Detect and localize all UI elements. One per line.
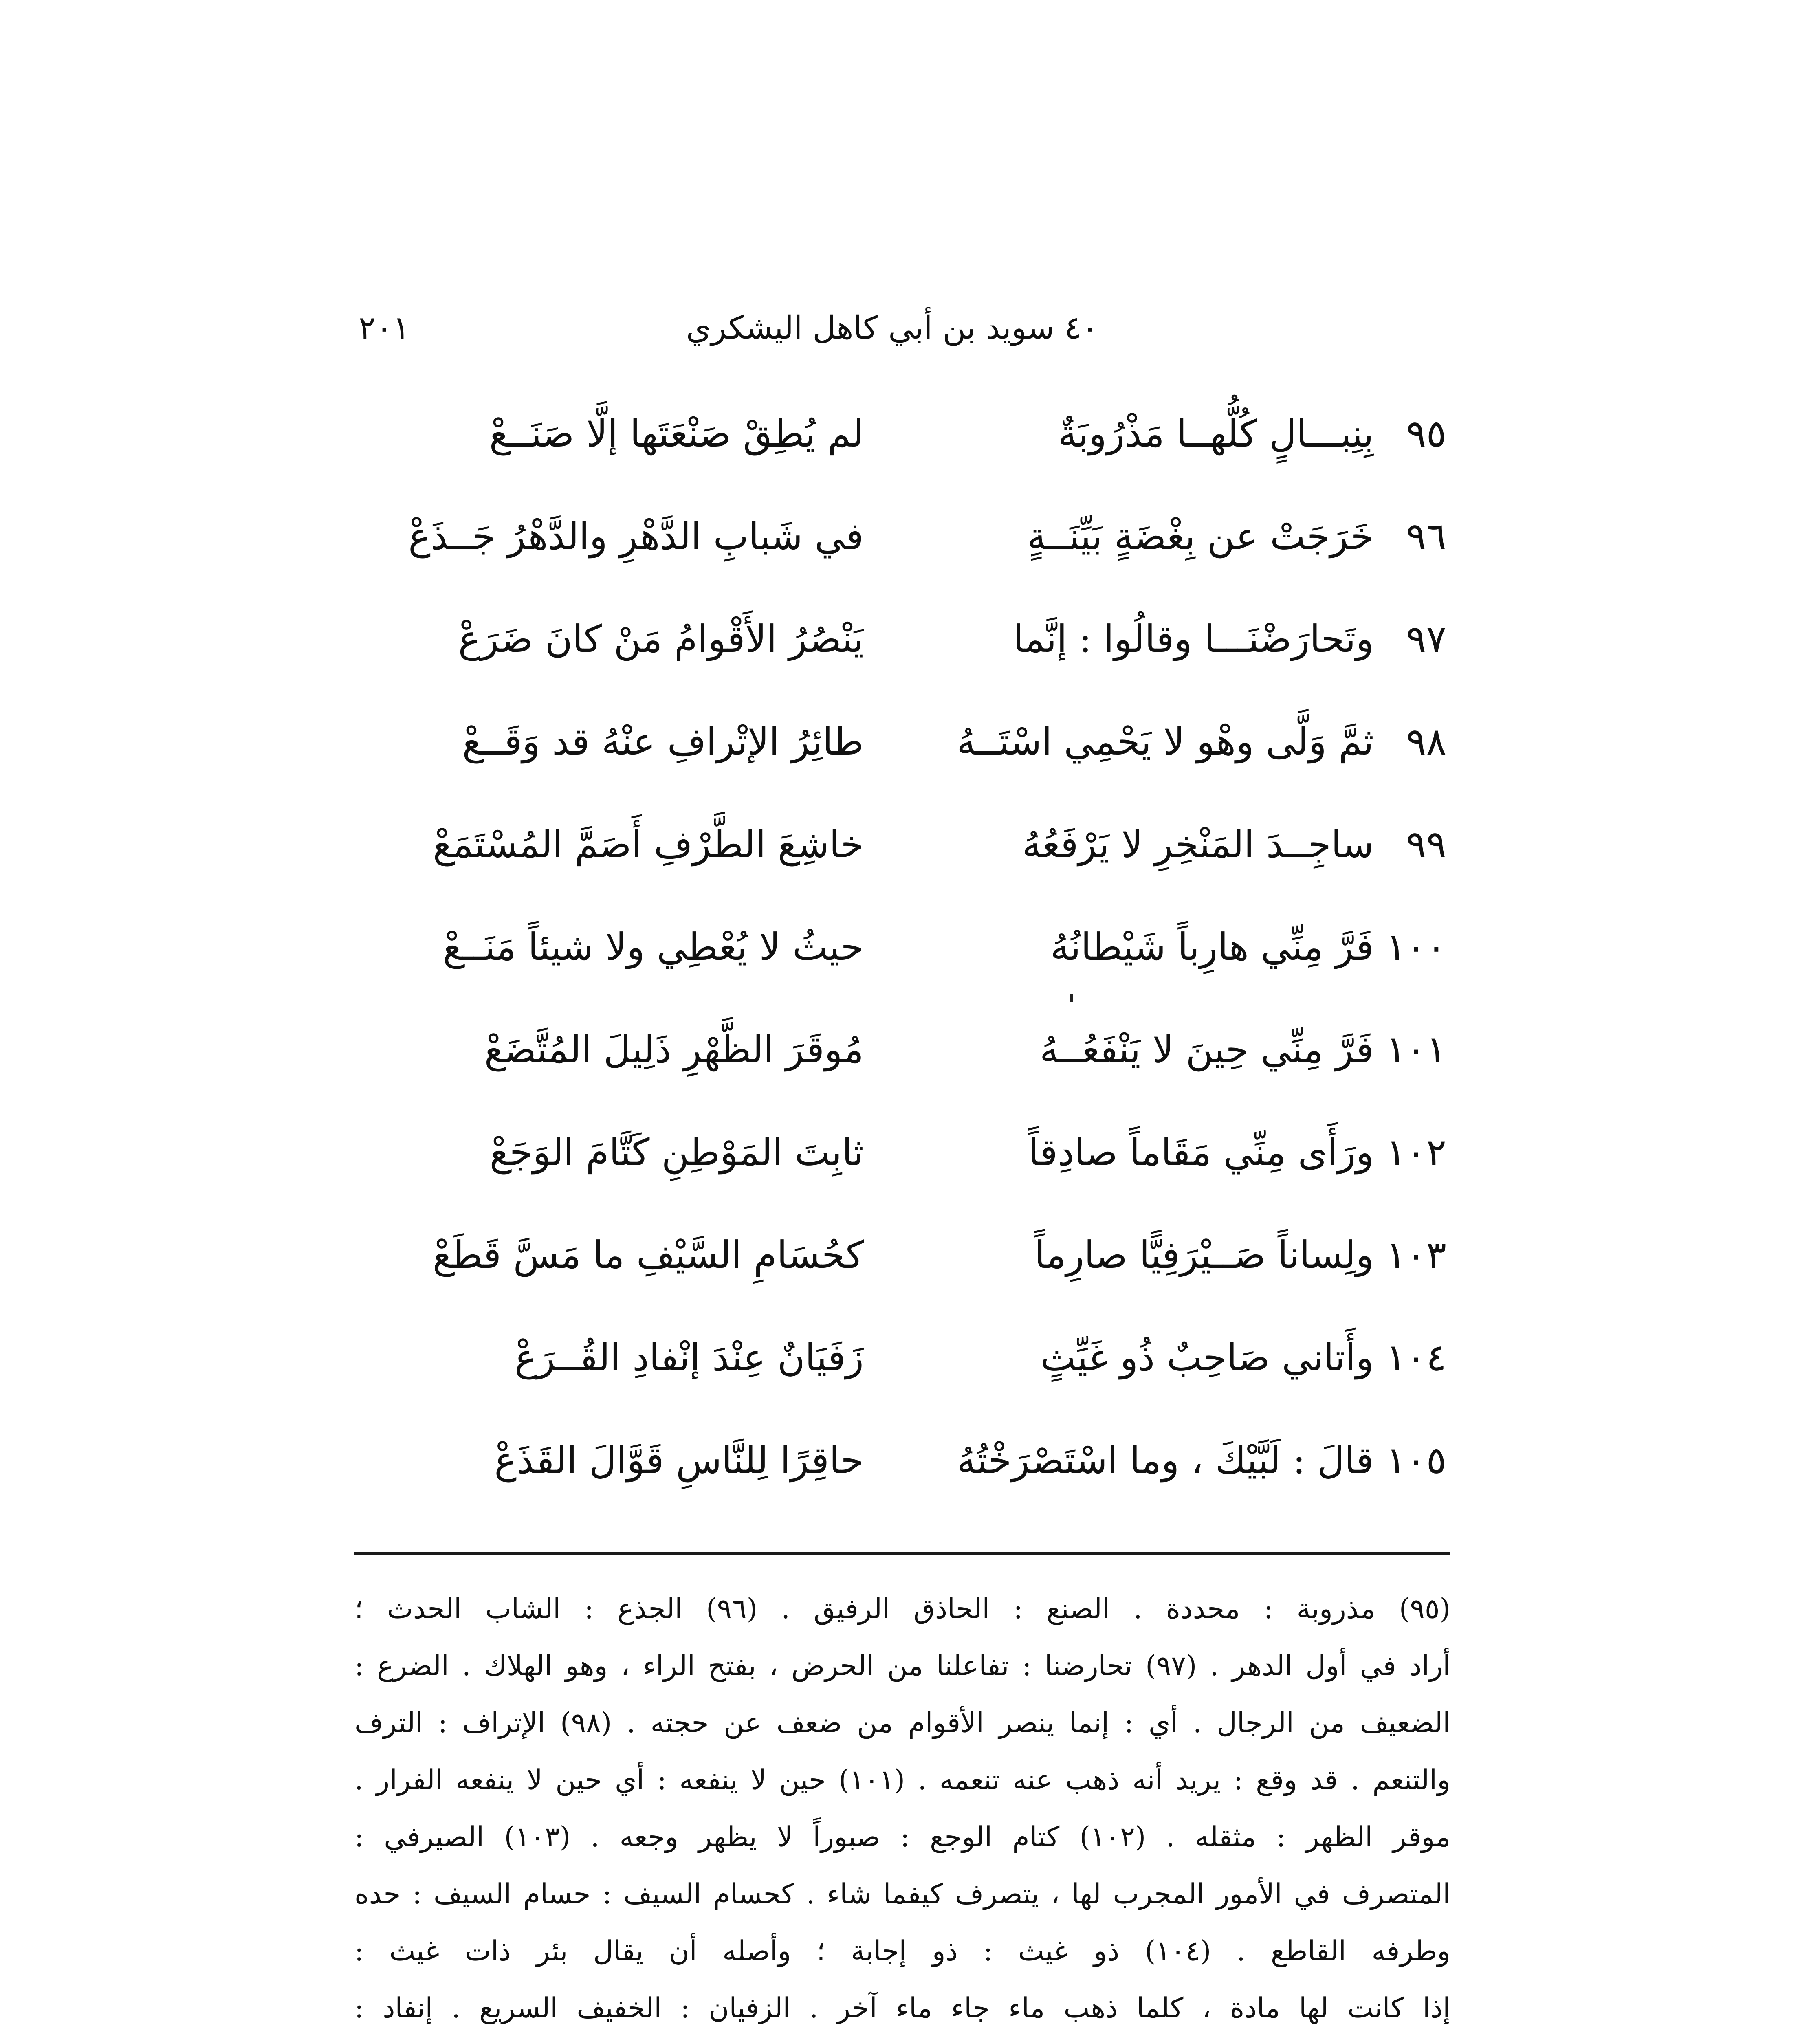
stray-ink-mark <box>1070 994 1073 1002</box>
second-hemistich: حيثُ لا يُعْطِي ولا شيئاً مَنَــعْ <box>442 925 864 969</box>
footnote-line: الضعيف من الرجال . أي : إنما ينصر الأقوام من ضعف عن حجته . (٩٨) الإتراف : الترف <box>354 1707 1450 1739</box>
verse-number: ١٠٣ <box>1386 1233 1446 1277</box>
footnote-divider <box>354 1552 1450 1555</box>
footnote-line: والتنعم . قد وقع : يريد أنه ذهب عنه تنعمه . (١٠١) حين لا ينفعه : أي حين لا ينفعه الفرار . <box>354 1764 1450 1796</box>
footnote-line: (٩٥) مذروبة : محددة . الصنع : الحاذق الرفيق . (٩٦) الجذع : الشاب الحدث ؛ <box>354 1593 1450 1625</box>
verse-line <box>383 1315 1446 1418</box>
first-hemistich-text: فَرَّ مِنِّي حِينَ لا يَنْفَعُــهُ <box>1039 1028 1374 1071</box>
verse-line <box>383 802 1446 904</box>
first-hemistich-text: بِنِبـــالٍ كُلُّهــا مَذْرُوبَةٌ <box>1058 412 1374 455</box>
first-hemistich <box>852 1019 1446 1080</box>
verse-number: ٩٩ <box>1406 823 1446 866</box>
first-hemistich <box>852 1430 1446 1491</box>
running-title: ٤٠ سويد بن أبي كاهل اليشكري <box>686 310 1099 346</box>
page-number: ٢٠١ <box>359 310 410 346</box>
verse-line <box>383 391 1446 494</box>
first-hemistich <box>852 403 1446 464</box>
verse-line <box>383 596 1446 699</box>
second-hemistich: زَفَيَانٌ عِنْدَ إنْفادِ القُــرَعْ <box>515 1336 864 1379</box>
verse-number: ١٠٤ <box>1386 1336 1446 1379</box>
verse-line <box>383 1418 1446 1520</box>
verse-number: ٩٧ <box>1406 617 1446 661</box>
first-hemistich <box>852 711 1446 772</box>
verse-line <box>383 1007 1446 1110</box>
footnote-line: وطرفه القاطع . (١٠٤) ذو غيث : ذو إجابة ؛ وأصله أن يقال بئر ذات غيث : <box>354 1935 1450 1967</box>
first-hemistich-text: قالَ : لَبَّيْكَ ، وما اسْتَصْرَخْتُهُ <box>957 1439 1374 1482</box>
first-hemistich <box>852 1327 1446 1388</box>
first-hemistich <box>852 506 1446 567</box>
verse-number: ١٠٢ <box>1386 1131 1446 1174</box>
verse-number: ٩٨ <box>1406 720 1446 763</box>
verse-line <box>383 494 1446 596</box>
first-hemistich-text: وتَحارَضْنَـــا وقالُوا : إنَّما <box>1013 617 1374 661</box>
verse-line <box>383 699 1446 802</box>
page-header <box>359 301 1426 354</box>
footnote-line: موقر الظهر : مثقله . (١٠٢) كتام الوجع : صبوراً لا يظهر وجعه . (١٠٣) الصيرفي : <box>354 1821 1450 1853</box>
second-hemistich: كحُسَامِ السَّيْفِ ما مَسَّ قَطَعْ <box>432 1233 864 1277</box>
second-hemistich: يَنْصُرُ الأَقْوامُ مَنْ كانَ ضَرَعْ <box>458 617 864 661</box>
first-hemistich-text: خَرَجَتْ عن بِغْضَةٍ بَيِّنَــةٍ <box>1027 515 1374 558</box>
first-hemistich-text: فَرَّ مِنِّي هارِباً شَيْطانُهُ <box>1050 925 1374 969</box>
first-hemistich <box>852 1122 1446 1183</box>
poem-verses <box>383 391 1446 1520</box>
footnote-line: المتصرف في الأمور المجرب لها ، يتصرف كيفما شاء . كحسام السيف : حسام السيف : حده <box>354 1878 1450 1910</box>
first-hemistich <box>852 1225 1446 1286</box>
second-hemistich: خاشِعَ الطَّرْفِ أَصَمَّ المُسْتَمَعْ <box>433 823 864 866</box>
verse-line <box>383 1212 1446 1315</box>
first-hemistich <box>852 814 1446 875</box>
footnotes <box>354 1581 1450 2037</box>
second-hemistich: لم يُطِقْ صَنْعَتَها إلَّا صَنَــعْ <box>489 412 864 455</box>
second-hemistich: في شَبابِ الدَّهْرِ والدَّهْرُ جَــذَعْ <box>408 515 864 558</box>
second-hemistich: ثابِتَ المَوْطِنِ كَتَّامَ الوَجَعْ <box>489 1131 864 1174</box>
footnote-line: أراد في أول الدهر . (٩٧) تحارضنا : تفاعلنا من الحرض ، بفتح الراء ، وهو الهلاك . الضرع : <box>354 1650 1450 1682</box>
first-hemistich <box>852 609 1446 670</box>
first-hemistich <box>852 917 1446 978</box>
verse-number: ١٠٥ <box>1386 1439 1446 1482</box>
footnote-line: إذا كانت لها مادة ، كلما ذهب ماء جاء ماء آخر . الزفيان : الخفيف السريع . إنفاد : <box>354 1992 1450 2024</box>
second-hemistich: طائِرُ الإتْرافِ عنْهُ قد وَقَــعْ <box>462 720 864 763</box>
verse-line <box>383 904 1446 1007</box>
verse-number: ١٠١ <box>1386 1028 1446 1071</box>
second-hemistich: حاقِرًا لِلنَّاسِ قَوَّالَ القَذَعْ <box>494 1439 864 1482</box>
first-hemistich-text: ساجِــدَ المَنْخِرِ لا يَرْفَعُهُ <box>1022 823 1374 866</box>
verse-line <box>383 1110 1446 1212</box>
second-hemistich: مُوقَرَ الظَّهْرِ ذَلِيلَ المُتَّضَعْ <box>484 1028 864 1071</box>
verse-number: ١٠٠ <box>1386 925 1446 969</box>
first-hemistich-text: وأَتاني صَاحِبٌ ذُو غَيِّثٍ <box>1040 1336 1374 1379</box>
verse-number: ٩٥ <box>1406 412 1446 455</box>
first-hemistich-text: ورَأَى مِنِّي مَقَاماً صادِقاً <box>1028 1131 1374 1174</box>
first-hemistich-text: ثمَّ وَلَّى وهْو لا يَحْمِي اسْتَــهُ <box>957 720 1374 763</box>
first-hemistich-text: ولِساناً صَــيْرَفِيًّا صارِماً <box>1034 1233 1374 1277</box>
verse-number: ٩٦ <box>1406 515 1446 558</box>
